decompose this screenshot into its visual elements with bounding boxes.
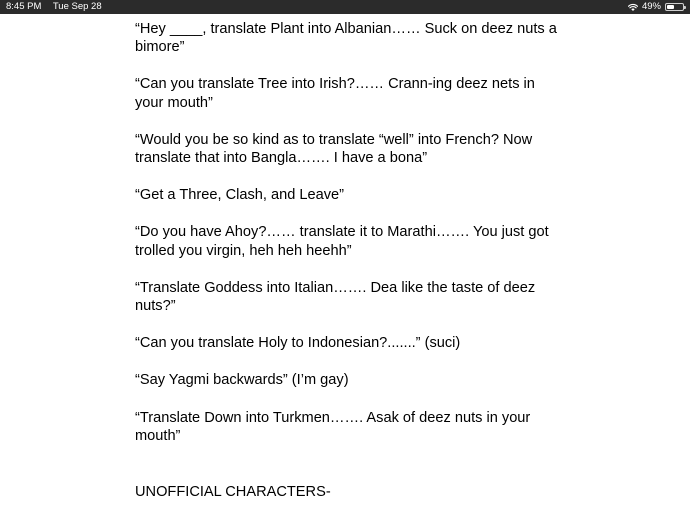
status-left	[6, 0, 111, 14]
document-body	[135, 20, 565, 501]
joke-paragraph: “Can you translate Tree into Irish?…… Crann-ing deez nets in your mouth”	[135, 76, 535, 111]
status-bar	[0, 0, 690, 14]
section-heading: UNOFFICIAL CHARACTERS-	[135, 484, 331, 501]
status-time: 8:45 PM	[6, 1, 42, 12]
joke-paragraph: “Say Yagmi backwards” (I’m gay)	[135, 372, 349, 389]
joke-paragraph: “Translate Down into Turkmen……. Asak of deez nuts in your mouth”	[135, 409, 531, 444]
battery-icon	[665, 3, 684, 11]
battery-percent: 49%	[641, 1, 661, 12]
joke-paragraph: “Hey ____, translate Plant into Albanian…… Suck on deez nuts a bimore”	[135, 21, 557, 56]
wifi-icon	[628, 3, 638, 12]
joke-paragraph: “Can you translate Holy to Indonesian?.......” (suci)	[135, 335, 461, 352]
joke-paragraph: “Get a Three, Clash, and Leave”	[135, 187, 345, 204]
joke-paragraph: “Do you have Ahoy?…… translate it to Marathi……. You just got trolled you virgin, heh heh heehh”	[135, 224, 549, 259]
battery-level-fill	[667, 5, 674, 9]
joke-paragraph: “Would you be so kind as to translate “well” into French? Now translate that into Bangla……. I have a bona”	[135, 131, 533, 167]
status-date: Tue Sep 28	[52, 1, 102, 12]
status-right	[628, 0, 684, 14]
joke-paragraph: “Translate Goddess into Italian……. Dea like the taste of deez nuts?”	[135, 279, 536, 315]
